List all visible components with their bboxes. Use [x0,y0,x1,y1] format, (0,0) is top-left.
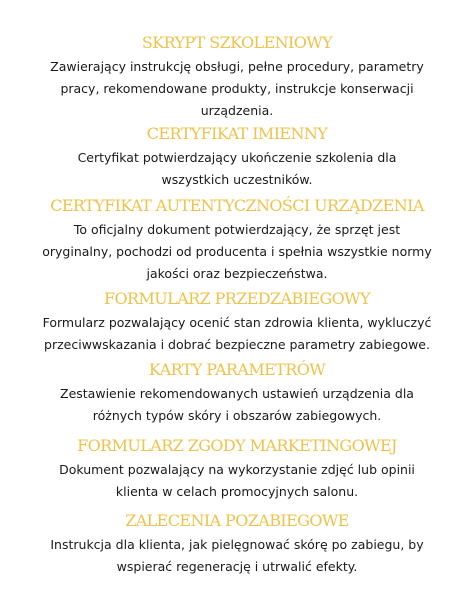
section-pre-treatment-form [0,289,474,356]
section-description: Formularz pozwalający ocenić stan zdrowia klienta, wykluczyć przeciwwskazania i dobrać bezpieczne parametry zabiegowe. [42,315,432,352]
section-parameter-cards [0,360,474,427]
section-description: To oficjalny dokument potwierdzający, że sprzęt jest oryginalny, pochodzi od producenta i spełnia wszystkie normy jakości oraz bezpieczeństwa. [42,222,432,281]
section-heading: FORMULARZ PRZEDZABIEGOWY [104,289,370,308]
section-training-script [0,33,474,122]
section-heading: CERTYFIKAT AUTENTYCZNOŚCI URZĄDZENIA [50,196,424,215]
section-heading: KARTY PARAMETRÓW [148,360,326,379]
section-marketing-consent-form [0,436,474,503]
section-description: Instrukcja dla klienta, jak pielęgnować skórę po zabiegu, by wspierać regenerację i utrwalić efekty. [50,537,424,574]
section-device-authenticity-certificate [0,196,474,285]
section-description: Zawierający instrukcję obsługi, pełne procedury, parametry pracy, rekomendowane produkty, instrukcje konserwacji urządzenia. [50,59,424,118]
section-heading: FORMULARZ ZGODY MARKETINGOWEJ [77,436,397,455]
section-heading: CERTYFIKAT IMIENNY [146,124,328,143]
section-description: Certyfikat potwierdzający ukończenie szkolenia dla wszystkich uczestników. [77,150,397,187]
section-heading: ZALECENIA POZABIEGOWE [125,511,349,530]
section-description: Dokument pozwalający na wykorzystanie zdjęć lub opinii klienta w celach promocyjnych salonu. [59,462,415,499]
section-aftercare-recommendations [0,511,474,578]
section-personal-certificate [0,124,474,191]
section-heading: SKRYPT SZKOLENIOWY [141,33,333,52]
section-description: Zestawienie rekomendowanych ustawień urządzenia dla różnych typów skóry i obszarów zabiegowych. [60,386,414,423]
